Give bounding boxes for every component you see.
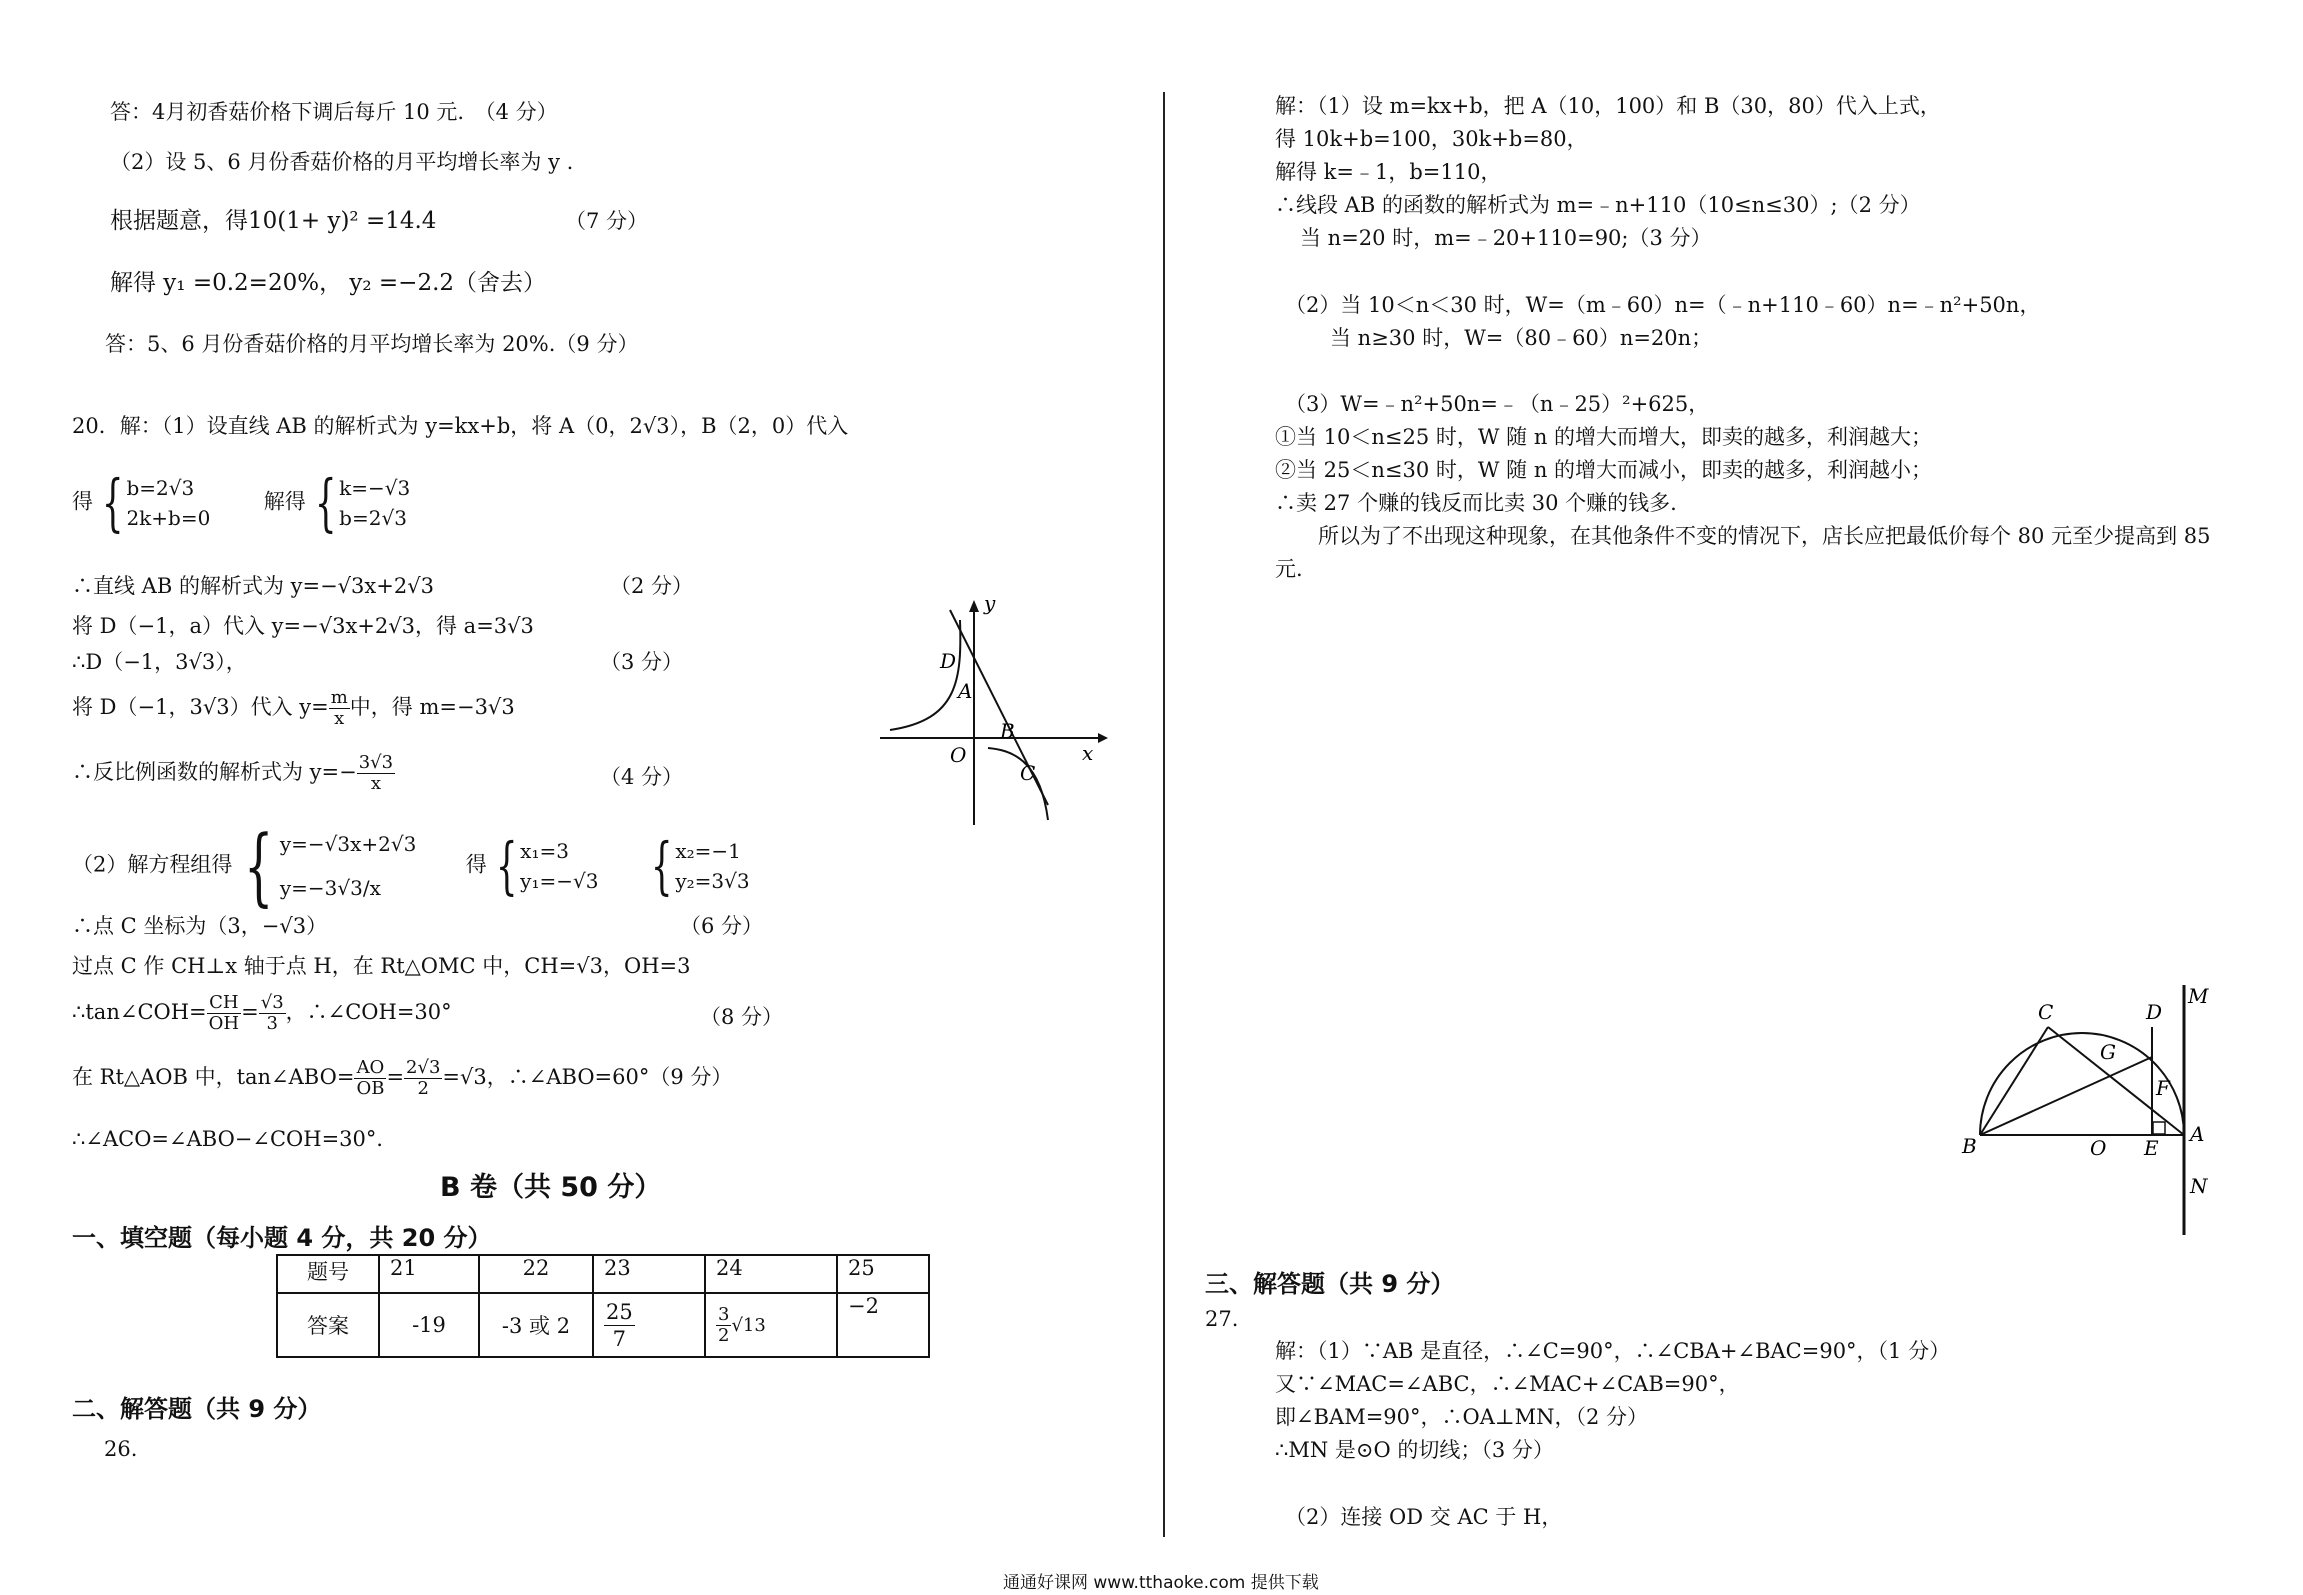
numerator: CH [207,993,241,1014]
answer-line: 答：4月初香菇价格下调后每斤 10 元. （4 分） [110,100,558,124]
text: 将 D（−1，3√3）代入 y= [72,695,329,719]
text: ，∴∠COH=30° [285,1000,452,1024]
brace-icon: { [650,829,673,902]
point-label-a: A [958,679,973,703]
equation-line: 解得 y₁ =0.2=20%， y₂ =−2.2（舍去） [110,270,547,296]
text: = [386,1065,405,1089]
semicircle-figure [1950,975,2210,1235]
point-label-a: A [2190,1122,2205,1146]
solution-line: （2）当 10＜n＜30 时，W=（m﹣60）n=（﹣n+110﹣60）n=﹣n²+50n， [1285,293,2041,317]
table-cell: 答案 [277,1293,379,1357]
numerator: 3 [718,1303,730,1325]
table-cell: -3 或 2 [479,1293,593,1357]
hyperbola-branch-lower [988,748,1048,820]
question-number: 26. [104,1437,138,1461]
fraction [357,753,395,794]
solution-line [72,688,515,729]
fraction [604,1299,635,1352]
eq: y=−√3x+2√3 [279,832,417,856]
point-label-e: E [2144,1136,2159,1160]
solution-line: 又∵∠MAC=∠ABC，∴∠MAC+∠CAB=90°， [1275,1372,1740,1396]
solution-line: ∴D（−1，3√3）， [72,650,247,674]
point-label-c: C [1020,761,1036,785]
section-heading: 三、解答题（共 9 分） [1205,1270,1455,1298]
fraction [259,993,286,1034]
table-cell [593,1293,705,1357]
score-label: （2 分） [610,574,694,598]
score-label: （4 分） [600,765,684,789]
text: 中，得 m=−3√3 [349,695,515,719]
solution-line [72,993,452,1034]
denominator: OH [208,1013,240,1034]
table-cell: 24 [705,1255,837,1293]
solution-line: ①当 10＜n≤25 时，W 随 n 的增大而增大，即卖的越多，利润越大； [1275,425,1933,449]
solution-line: 将 D（−1，a）代入 y=−√3x+2√3，得 a=3√3 [72,614,534,638]
table-cell [705,1293,837,1357]
solution-line: ∴MN 是⊙O 的切线；（3 分） [1275,1438,1554,1462]
eq: y=−3√3/x [279,876,381,900]
solution-line: ∴点 C 坐标为（3，−√3） [72,914,328,938]
answer-line: 答：5、6 月份香菇价格的月平均增长率为 20%.（9 分） [105,332,639,356]
solution-line: 解：（1）设 m=kx+b，把 A（10，100）和 B（30，80）代入上式， [1275,94,1941,118]
answer-table [276,1254,930,1358]
solution-line: 解得 k=﹣1，b=110， [1275,160,1502,184]
solution-line: ∴线段 AB 的函数的解析式为 m=﹣n+110（10≤n≤30）;（2 分） [1275,193,1921,217]
table-cell: −2 [837,1293,929,1357]
point-label-o: O [950,743,967,767]
point-label-g: G [2100,1040,2116,1064]
y-axis-arrow-icon [969,600,979,612]
denominator: 7 [612,1326,627,1351]
denominator: x [370,773,381,794]
system-1 [126,473,210,533]
numerator: m [330,687,348,708]
solution-line: （3）W=﹣n²+50n=﹣（n﹣25）²+625， [1285,392,1710,416]
numerator: 2√3 [406,1057,441,1078]
brace-icon: { [495,829,518,902]
fraction [716,1305,731,1346]
eq: b=2√3 [339,506,407,530]
fraction [354,1058,386,1099]
eq: k=−√3 [339,476,411,500]
table-cell: 25 [837,1255,929,1293]
point-label-m: M [2188,984,2209,1008]
score-label: （3 分） [600,650,684,674]
section-b-title: B 卷（共 50 分） [440,1172,662,1203]
solution-line: ∴∠ACO=∠ABO−∠COH=30°． [72,1127,398,1151]
solution-line: ∴卖 27 个赚的钱反而比卖 30 个赚的钱多. [1275,491,1677,515]
question-20-intro: 20．解：（1）设直线 AB 的解析式为 y=kx+b，将 A（0，2√3），B（2，0）代入 [72,414,849,438]
denominator: OB [356,1078,385,1099]
system-5 [675,836,749,896]
eq: x₁=3 [520,839,569,863]
hyperbola-branch-upper [890,620,960,730]
eq: b=2√3 [126,476,195,500]
brace-icon: { [101,466,124,539]
text: = [241,1000,259,1024]
point-label-f: F [2156,1076,2170,1100]
point-label-c: C [2038,1000,2054,1024]
denominator: 3 [266,1013,278,1034]
eq: 2k+b=0 [126,506,211,530]
score-label: （8 分） [700,1005,784,1029]
text: =√3，∴∠ABO=60°（9 分） [442,1065,733,1089]
solution-line: 即∠BAM=90°，∴OA⊥MN，（2 分） [1275,1405,1649,1429]
radical: √13 [731,1314,766,1336]
axis-label-x: x [1082,741,1094,765]
point-label-n: N [2190,1174,2208,1198]
axis-label-y: y [984,591,996,615]
solution-line: ∴直线 AB 的解析式为 y=−√3x+2√3 [72,574,434,598]
eq: y₂=3√3 [675,869,750,893]
semicircle-arc [1980,1033,2184,1135]
question-number: 27. [1205,1307,1239,1331]
section-heading: 一、填空题（每小题 4 分，共 20 分） [72,1224,492,1252]
numerator: √3 [260,992,284,1013]
label: （2）解方程组得 [72,852,233,877]
table-cell: 题号 [277,1255,379,1293]
table-cell: -19 [379,1293,479,1357]
point-label-d: D [940,649,957,673]
denominator: 2 [718,1324,730,1346]
page-footer: 通通好课网 www.tthaoke.com 提供下载 [1003,1573,1319,1593]
fraction [207,993,241,1034]
point-label-b: B [1000,719,1015,743]
eq: x₂=−1 [675,839,741,863]
solution-line: 元. [1275,557,1303,581]
numerator: 25 [606,1299,633,1324]
brace-icon: { [314,466,337,539]
score-label: （7 分） [565,209,649,233]
chord-bd [1980,1057,2152,1135]
text: ∴tan∠COH= [72,1000,207,1024]
point-label-d: D [2146,1000,2163,1024]
system-3 [280,822,417,910]
solution-line: 所以为了不出现这种现象，在其他条件不变的情况下，店长应把最低价每个 80 元至少提高到 85 [1318,524,2211,548]
solution-line: 得 10k+b=100，30k+b=80， [1275,127,1588,151]
x-axis-arrow-icon [1098,733,1108,743]
table-cell: 23 [593,1255,705,1293]
equation-system-line [72,817,750,915]
score-label: （6 分） [680,914,764,938]
right-angle-mark [2153,1122,2165,1134]
solution-line: 当 n≥30 时，W=（80﹣60）n=20n； [1330,326,1713,350]
system-2 [339,473,410,533]
point-label-o: O [2090,1136,2107,1160]
text: ∴反比例函数的解析式为 y=− [72,760,357,784]
label: 得 [72,489,93,514]
solution-line: ②当 25＜n≤30 时，W 随 n 的增大而减小，即卖的越多，利润越小； [1275,458,1933,482]
label: 得 [465,852,487,877]
table-cell: 21 [379,1255,479,1293]
solution-line: 当 n=20 时，m=﹣20+110=90;（3 分） [1300,226,1712,250]
denominator: x [334,708,345,729]
text: 在 Rt△AOB 中，tan∠ABO= [72,1065,355,1089]
solution-line: 过点 C 作 CH⊥x 轴于点 H，在 Rt△OMC 中，CH=√3，OH=3 [72,954,691,978]
numerator: AO [354,1058,386,1079]
equation-line: 根据题意，得10(1+ y)² =14.4 [110,208,437,234]
numerator: 3√3 [358,752,394,773]
column-divider [1163,92,1165,1537]
fraction [329,688,350,729]
brace-icon: { [244,817,274,915]
table-cell: 22 [479,1255,593,1293]
equation-system-line [72,466,411,539]
point-label-b: B [1962,1134,1977,1158]
solution-line [72,753,395,794]
eq: y₁=−√3 [520,869,599,893]
solution-line: （2）连接 OD 交 AC 于 H， [1285,1505,1563,1529]
hyperbola-figure [870,580,1110,830]
solution-line: 解：（1）∵AB 是直径，∴∠C=90°，∴∠CBA+∠BAC=90°，（1 分） [1275,1339,1951,1363]
fraction [404,1058,442,1099]
section-heading: 二、解答题（共 9 分） [72,1395,322,1423]
denominator: 2 [417,1078,429,1099]
system-4 [520,836,598,896]
label: 解得 [263,489,306,514]
solution-line [72,1058,732,1099]
solution-line: （2）设 5、6 月份香菇价格的月平均增长率为 y . [110,150,574,174]
